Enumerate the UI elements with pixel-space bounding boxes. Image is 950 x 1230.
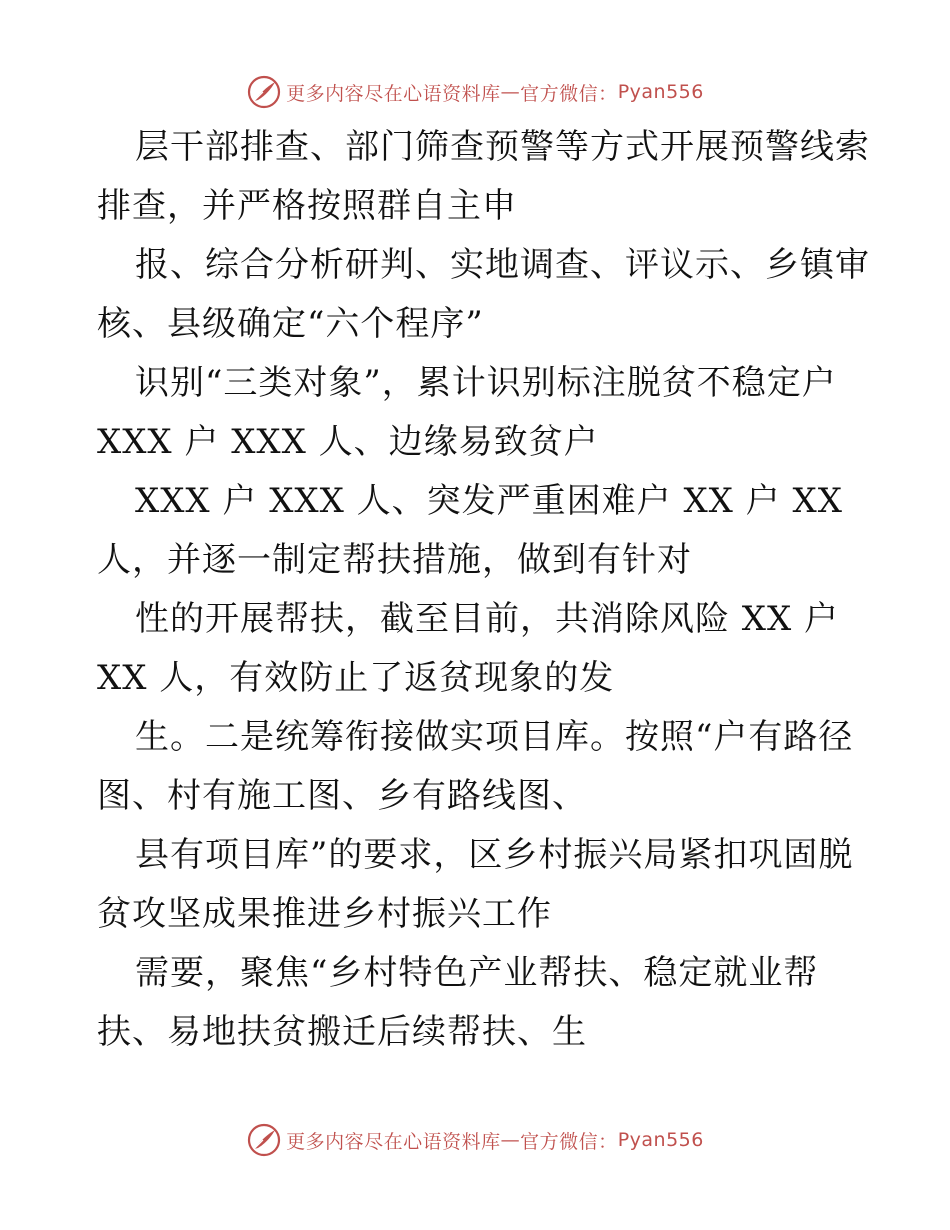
body-line-10: XX 人，有效防止了返贫现象的发 bbox=[97, 658, 615, 698]
watermark-separator: — bbox=[500, 1129, 521, 1151]
watermark-handle: Pyan556 bbox=[617, 81, 704, 103]
watermark-separator: — bbox=[500, 81, 521, 103]
body-line-4: 核、县级确定“六个程序” bbox=[97, 304, 484, 344]
body-line-1: 层干部排查、部门筛查预警等方式开展预警线索 bbox=[135, 127, 870, 167]
watermark-main-text: 更多内容尽在心语资料库 bbox=[286, 1130, 501, 1153]
body-line-6: XXX 户 XXX 人、边缘易致贫户 bbox=[97, 422, 599, 462]
body-line-12: 图、村有施工图、乡有路线图、 bbox=[97, 776, 587, 816]
footer-watermark bbox=[0, 1120, 950, 1160]
watermark-main-text: 更多内容尽在心语资料库 bbox=[286, 82, 501, 105]
document-body bbox=[97, 118, 870, 1062]
body-line-15: 需要，聚焦“乡村特色产业帮扶、稳定就业帮 bbox=[135, 953, 819, 993]
watermark-suffix-text: 官方微信： bbox=[520, 82, 618, 105]
feather-pen-logo-icon bbox=[246, 1122, 282, 1158]
feather-pen-logo-icon bbox=[246, 74, 282, 110]
watermark-handle: Pyan556 bbox=[617, 1129, 704, 1151]
header-watermark bbox=[0, 72, 950, 112]
body-line-8: 人，并逐一制定帮扶措施，做到有针对 bbox=[97, 540, 692, 580]
body-line-9: 性的开展帮扶，截至目前，共消除风险 XX 户 bbox=[135, 599, 840, 639]
body-line-14: 贫攻坚成果推进乡村振兴工作 bbox=[97, 894, 552, 934]
body-line-5: 识别“三类对象”，累计识别标注脱贫不稳定户 bbox=[135, 363, 837, 403]
watermark-suffix-text: 官方微信： bbox=[520, 1130, 618, 1153]
body-line-2: 排查，并严格按照群自主申 bbox=[97, 186, 517, 226]
body-line-16: 扶、易地扶贫搬迁后续帮扶、生 bbox=[97, 1012, 587, 1052]
body-line-13: 县有项目库”的要求，区乡村振兴局紧扣巩固脱 bbox=[135, 835, 854, 875]
body-line-11: 生。二是统筹衔接做实项目库。按照“户有路径 bbox=[135, 717, 854, 757]
body-line-7: XXX 户 XXX 人、突发严重困难户 XX 户 XX bbox=[135, 481, 843, 521]
body-line-3: 报、综合分析研判、实地调查、评议示、乡镇审 bbox=[135, 245, 870, 285]
